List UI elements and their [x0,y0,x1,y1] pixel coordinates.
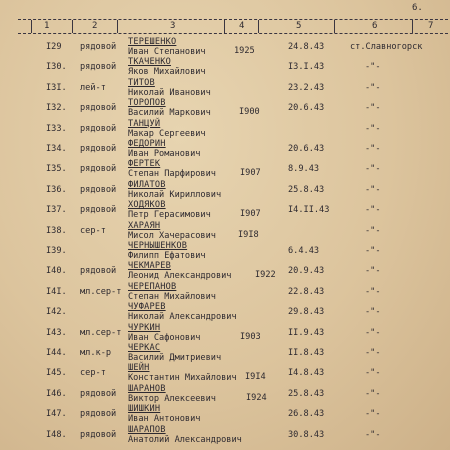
record-number: I43. [46,327,67,338]
rank: рядовой [80,144,117,154]
rank: мл.к-р [80,348,112,358]
given-name: Иван Романович [128,149,201,159]
surname: ТОРОПОВ [128,98,166,109]
record-number: I48. [46,429,67,440]
given-name: Яков Михайлович [128,67,206,78]
header-col-7: 7 [428,21,434,31]
table-row [0,385,450,407]
header-top-rule [18,19,448,20]
record-number: I38. [46,225,67,236]
burial-place: -"- [365,184,381,195]
header-col-3: 3 [170,21,176,31]
birth-year: 1925 [234,46,255,56]
surname: ТКАЧЕНКО [128,57,171,68]
record-number: I37. [46,205,67,216]
rank: рядовой [80,184,117,195]
burial-place: -"- [365,307,381,318]
given-name: Иван Сафонович [128,332,201,343]
birth-year: I907 [240,209,261,220]
death-date: 8.9.43 [288,164,320,175]
burial-place: -"- [365,368,381,379]
table-row [0,79,450,101]
record-number: I33. [46,123,67,134]
given-name: Виктор Алексеевич [128,393,216,404]
table-row [0,262,450,284]
death-date: 24.8.43 [288,42,325,52]
table-row [0,38,450,60]
death-date: I3.I.43 [288,62,325,73]
record-number: I32. [46,103,67,114]
header-divider [117,20,118,33]
record-number: I44. [46,348,67,358]
table-row [0,283,450,305]
given-name: Иван Антонович [128,414,201,425]
death-date: 20.9.43 [288,266,325,277]
surname: ТИТОВ [128,77,155,88]
birth-year: I9I8 [238,229,259,240]
record-number: I3I. [46,82,67,93]
surname: ТАНЦУЙ [128,118,161,129]
header-divider [224,20,225,33]
death-date: 30.8.43 [288,429,325,440]
table-row [0,181,450,203]
rank: рядовой [80,62,117,73]
death-date: 20.6.43 [288,103,325,114]
surname: ФЕРТЕК [128,159,161,170]
birth-year: I9I4 [245,372,266,383]
surname: ЧУРКИН [128,322,161,333]
death-date: 26.8.43 [288,409,325,420]
header-divider [334,20,335,33]
burial-place: -"- [365,327,381,338]
rank: сер-т [80,368,106,379]
burial-place: -"- [365,409,381,420]
surname: ФИЛАТОВ [128,179,166,190]
table-row [0,160,450,182]
rank: рядовой [80,388,117,399]
burial-place: ст.Славногорск [350,42,423,52]
death-date: 20.6.43 [288,144,325,154]
burial-place: -"- [365,286,381,297]
surname: ФЕДОРИН [128,139,166,149]
header-col-4: 4 [239,21,245,31]
burial-place: -"- [365,246,381,256]
given-name: Мисол Хачерасович [128,230,216,241]
surname: ЧЕРНЫШЕНКОВ [128,241,188,251]
header-bottom-rule [18,33,448,34]
record-number: I29 [46,42,62,52]
rank: рядовой [80,123,117,134]
table-row [0,303,450,325]
page-number: 6. [412,3,423,13]
given-name: Николай Александрович [128,312,237,323]
burial-place: -"- [365,164,381,175]
table-row [0,58,450,80]
table-row [0,364,450,386]
table-row [0,99,450,121]
death-date: 22.8.43 [288,286,325,297]
birth-year: I924 [246,392,267,403]
death-date: I4.8.43 [288,368,325,379]
surname: ШАРАНОВ [128,383,166,394]
birth-year: I907 [240,168,261,179]
death-date: 29.8.43 [288,307,325,318]
record-number: I36. [46,184,67,195]
burial-place: -"- [365,388,381,399]
death-date: II.8.43 [288,348,325,358]
given-name: Филипп Ефатович [128,251,206,261]
header-col-1: 1 [44,21,50,31]
rank: рядовой [80,42,117,52]
table-row [0,201,450,223]
given-name: Василий Дмитриевич [128,353,222,363]
record-number: I40. [46,266,67,277]
table-row [0,140,450,162]
burial-place: -"- [365,205,381,216]
header-divider [412,20,413,33]
rank: мл.сер-т [80,327,122,338]
burial-place: -"- [365,348,381,358]
given-name: Степан Парфирович [128,169,216,180]
record-number: I30. [46,62,67,73]
surname: ТЕРЕШЕНКО [128,37,177,47]
record-number: I42. [46,307,67,318]
given-name: Петр Герасимович [128,210,211,221]
death-date: 25.8.43 [288,388,325,399]
record-number: I47. [46,409,67,420]
table-row [0,242,450,264]
given-name: Степан Михайлович [128,291,216,302]
column-header [18,17,448,35]
record-number: I39. [46,246,67,256]
record-number: I34. [46,144,67,154]
given-name: Макар Сергеевич [128,128,206,139]
burial-place: -"- [365,144,381,154]
given-name: Николай Кириллович [128,189,222,200]
rank: лей-т [80,82,106,93]
surname: ШЕЙН [128,363,150,374]
burial-place: -"- [365,225,381,236]
header-divider [72,20,73,33]
burial-place: -"- [365,82,381,93]
table-row [0,344,450,366]
given-name: Леонид Александрович [128,271,232,282]
death-date: 6.4.43 [288,246,320,256]
table-row [0,324,450,346]
rank: мл.сер-т [80,286,122,297]
record-number: I45. [46,368,67,379]
table-row [0,120,450,142]
rank: рядовой [80,266,117,277]
surname: ШИШКИН [128,404,161,415]
birth-year: I903 [240,331,261,342]
given-name: Василий Маркович [128,108,211,119]
rank: рядовой [80,429,117,440]
death-date: I4.II.43 [288,205,330,216]
table-row [0,222,450,244]
table-row [0,426,450,448]
burial-place: -"- [365,266,381,277]
rank: рядовой [80,409,117,420]
surname: ЧЕКМАРЕВ [128,261,171,272]
burial-place: -"- [365,62,381,73]
record-number: I46. [46,388,67,399]
given-name: Иван Степанович [128,47,206,57]
surname: ХОДЯКОВ [128,200,166,211]
surname: ШАРАПОВ [128,424,166,435]
record-number: I4I. [46,286,67,297]
record-number: I35. [46,164,67,175]
rank: рядовой [80,103,117,114]
given-name: Николай Иванович [128,87,211,98]
burial-place: -"- [365,123,381,134]
header-col-6: 6 [372,21,378,31]
header-divider [31,20,32,33]
rank: рядовой [80,164,117,175]
surname: ЧЕРКАС [128,343,161,353]
surname: ХАРАЯН [128,220,161,231]
birth-year: I900 [239,107,260,118]
burial-place: -"- [365,429,381,440]
given-name: Анатолий Александрович [128,434,242,445]
death-date: 25.8.43 [288,184,325,195]
death-date: 23.2.43 [288,82,325,93]
header-col-2: 2 [92,21,98,31]
death-date: II.9.43 [288,327,325,338]
given-name: Константин Михайлович [128,373,237,384]
rank: сер-т [80,225,106,236]
burial-place: -"- [365,103,381,114]
header-col-5: 5 [296,21,302,31]
rank: рядовой [80,205,117,216]
table-row [0,405,450,427]
surname: ЧУФАРЕВ [128,302,166,313]
birth-year: I922 [255,270,276,281]
surname: ЧЕРЕПАНОВ [128,281,177,292]
header-divider [258,20,259,33]
